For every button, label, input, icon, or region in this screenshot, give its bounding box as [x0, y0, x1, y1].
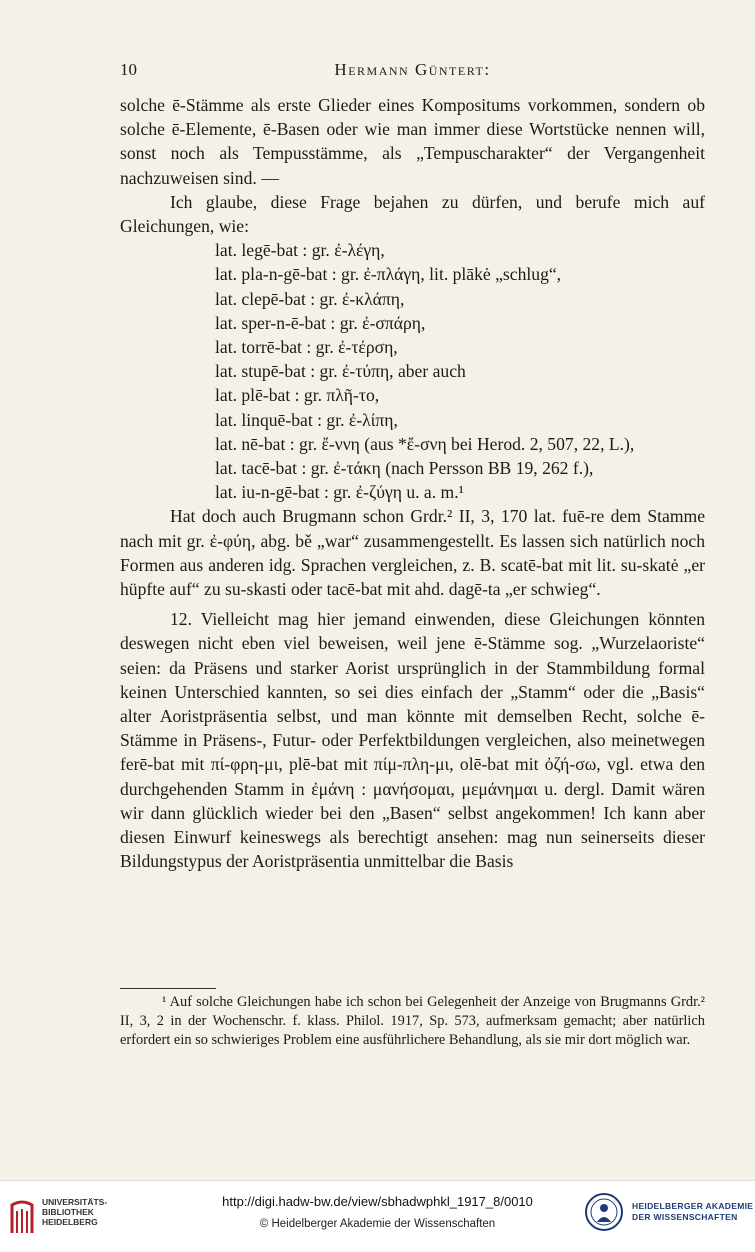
footnote — [120, 993, 705, 1050]
example-line: lat. sper-n-ē-bat : gr. ἐ-σπάρη, — [215, 312, 426, 333]
paragraph-4: 12. Vielleicht mag hier jemand einwenden, diese Gleichungen könnten deswegen nicht eben viel beweisen, weil jene ē-Stämme sog. „Wurzelaoriste“ seien: da Präsens und starker Aorist ursprünglich in der Stammbildung formal keinen Unterschied kannten, so sei dies einfach der „Stamm“ oder die „Basis“ alter Aoristpräsentia selbst, und man könnte mit demselben Recht, solche ē-Stämme in Präsens-, Futur- oder Perfektbildungen vergleichen, also meinetwegen ferē-bat mit πί-φρη-μι, plē-bat mit πίμ-πλη-μι, olē-bat mit ὀζή-σω, vgl. etwa den durchgehenden Stamm in ἐμάνη : μανήσομαι, μεμάνημαι u. dergl. Damit wären wir dann glücklich wieder bei den „Basen“ selbst angekommen! Ich kann aber diesen Einwurf keineswegs als berechtigt ansehen: mag nun seinerseits dieser Bildungstypus der Aoristpräsentia unmittelbar die Basis — [120, 609, 705, 872]
main-text — [120, 93, 705, 874]
permalink[interactable]: http://digi.hadw-bw.de/view/sbhadwphkl_1917_8/0010 — [222, 1194, 533, 1209]
example-line: lat. linquē-bat : gr. ἐ-λίπη, — [215, 409, 398, 430]
example-line: lat. pla-n-gē-bat : gr. ἐ-πλάγη, lit. plākė „schlug“, — [215, 264, 562, 285]
copyright-notice: © Heidelberger Akademie der Wissenschaften — [259, 1218, 496, 1230]
academy-label: HEIDELBERGER AKADEMIE DER WISSENSCHAFTEN — [632, 1201, 754, 1222]
example-list — [215, 238, 705, 504]
viewer-footer — [0, 1180, 755, 1252]
example-line: lat. iu-n-gē-bat : gr. ἐ-ζύγη u. a. m.¹ — [215, 482, 464, 503]
academy-seal-icon — [584, 1192, 624, 1232]
page-number: 10 — [120, 60, 137, 79]
example-line: lat. clepē-bat : gr. ἐ-κλάπη, — [215, 288, 405, 309]
running-head: Hermann Güntert: — [334, 60, 491, 79]
example-line: lat. legē-bat : gr. ἐ-λέγη, — [215, 240, 385, 261]
footnote-text: ¹ Auf solche Gleichungen habe ich schon bei Gelegenheit der Anzeige von Brugmanns Grdr.² II, 3, 2 in der Wochenschr. f. klass. Philol. 1917, Sp. 573, aufmerksam gemacht; aber natürlich erfordert ein so schwieriges Problem eine ausführlichere Behandlung, als sie mir dort möglich war. — [120, 994, 705, 1048]
university-library-label: UNIVERSITÄTS- BIBLIOTHEK HEIDELBERG — [42, 1197, 108, 1227]
example-line: lat. stupē-bat : gr. ἐ-τύπη, aber auch — [215, 361, 466, 382]
example-line: lat. tacē-bat : gr. ἐ-τάκη (nach Persson BB 19, 262 f.), — [215, 458, 594, 479]
example-line: lat. nē-bat : gr. ἔ-ννη (aus *ἔ-σνη bei Herod. 2, 507, 22, L.), — [215, 433, 635, 454]
example-line: lat. plē-bat : gr. πλῆ-το, — [215, 385, 380, 406]
paragraph-1: solche ē-Stämme als erste Glieder eines Kompositums vorkommen, sondern ob solche ē-Elemente, ē-Basen oder wie man immer diese Wortstücke nennen will, sonst noch als Tempusstämme, als „Tempuscharakter“ der Vergangenheit nachzuweisen sind. — — [120, 95, 705, 188]
example-line: lat. torrē-bat : gr. ἐ-τέρση, — [215, 337, 398, 358]
footnote-rule — [120, 988, 216, 989]
paragraph-3: Hat doch auch Brugmann schon Grdr.² II, 3, 170 lat. fuē-re dem Stamme nach mit gr. ἐ-φύη, abg. bě „war“ zusammengestellt. Es lassen sich natürlich noch Formen aus anderen idg. Sprachen vergleichen, z. B. scatē-bat mit lit. su-skatė „er hüpfte auf“ zu su-skasti oder tacē-bat mit ahd. dagē-ta „er schwieg“. — [120, 506, 705, 600]
page-header — [120, 60, 705, 88]
paragraph-2: Ich glaube, diese Frage bejahen zu dürfen, und berufe mich auf Gleichungen, wie: — [120, 191, 705, 237]
